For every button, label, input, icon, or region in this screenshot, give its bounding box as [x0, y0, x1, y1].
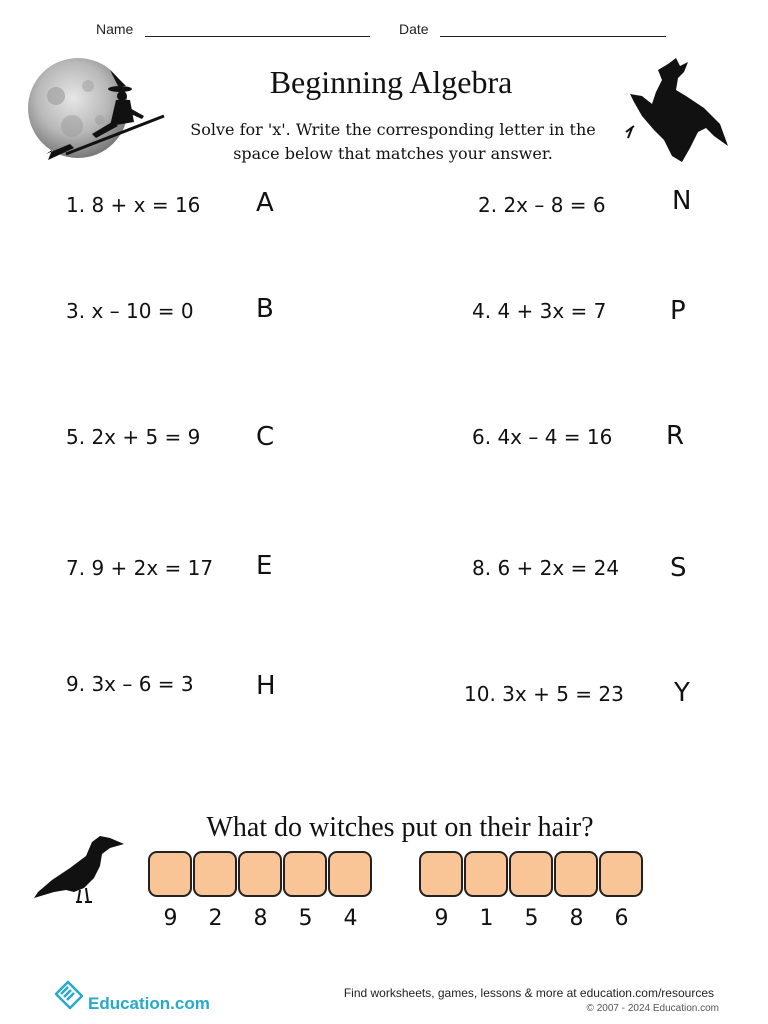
education-logo-icon	[52, 978, 86, 1012]
name-line[interactable]	[145, 36, 370, 37]
answer-boxes-word-2	[419, 851, 644, 897]
answer-number: 5	[524, 906, 539, 931]
name-label: Name	[96, 21, 134, 37]
answer-number: 5	[298, 906, 313, 931]
date-line[interactable]	[440, 36, 666, 37]
problem-3: 3. x – 10 = 0	[66, 299, 194, 323]
problem-9: 9. 3x – 6 = 3	[66, 672, 194, 696]
letter-2: N	[672, 186, 692, 216]
letter-4: P	[670, 296, 686, 326]
riddle-question: What do witches put on their hair?	[206, 812, 594, 843]
letter-3: B	[256, 294, 274, 324]
answer-box[interactable]	[464, 851, 508, 897]
answer-numbers-word-2	[419, 906, 644, 931]
date-label: Date	[399, 21, 429, 37]
answer-box[interactable]	[193, 851, 237, 897]
footer-copyright: © 2007 - 2024 Education.com	[586, 1003, 719, 1014]
answer-number: 9	[434, 906, 449, 931]
education-brand[interactable]: Education.com	[88, 994, 210, 1013]
problem-7: 7. 9 + 2x = 17	[66, 556, 214, 580]
letter-1: A	[256, 188, 274, 218]
answer-box[interactable]	[328, 851, 372, 897]
answer-number: 8	[253, 906, 268, 931]
letter-10: Y	[674, 678, 690, 708]
answer-box[interactable]	[554, 851, 598, 897]
letter-5: C	[256, 422, 275, 452]
answer-number: 2	[208, 906, 223, 931]
problem-6: 6. 4x – 4 = 16	[472, 425, 613, 449]
problem-2: 2. 2x – 8 = 6	[478, 193, 606, 217]
answer-numbers-word-1	[148, 906, 373, 931]
instructions: Solve for 'x'. Write the corresponding letter in the space below that matches your answer.	[190, 120, 596, 163]
problem-4: 4. 4 + 3x = 7	[472, 299, 607, 323]
letter-8: S	[670, 553, 687, 583]
problem-1: 1. 8 + x = 16	[66, 193, 201, 217]
answer-box[interactable]	[148, 851, 192, 897]
answer-box[interactable]	[509, 851, 553, 897]
answer-box[interactable]	[283, 851, 327, 897]
letter-7: E	[256, 551, 273, 581]
answer-number: 1	[479, 906, 494, 931]
page-title: Beginning Algebra	[269, 64, 513, 100]
answer-box[interactable]	[599, 851, 643, 897]
answer-boxes-word-1	[148, 851, 373, 897]
letter-6: R	[666, 421, 685, 451]
answer-number: 8	[569, 906, 584, 931]
footer-tagline[interactable]: Find worksheets, games, lessons & more at education.com/resources	[343, 986, 714, 1000]
problem-5: 5. 2x + 5 = 9	[66, 425, 201, 449]
answer-box[interactable]	[419, 851, 463, 897]
raven-silhouette-image	[30, 830, 130, 910]
problem-8: 8. 6 + 2x = 24	[472, 556, 620, 580]
answer-box[interactable]	[238, 851, 282, 897]
answer-number: 9	[163, 906, 178, 931]
answer-number: 6	[614, 906, 629, 931]
letter-9: H	[256, 671, 276, 701]
problem-10: 10. 3x + 5 = 23	[464, 682, 624, 706]
answer-number: 4	[343, 906, 358, 931]
